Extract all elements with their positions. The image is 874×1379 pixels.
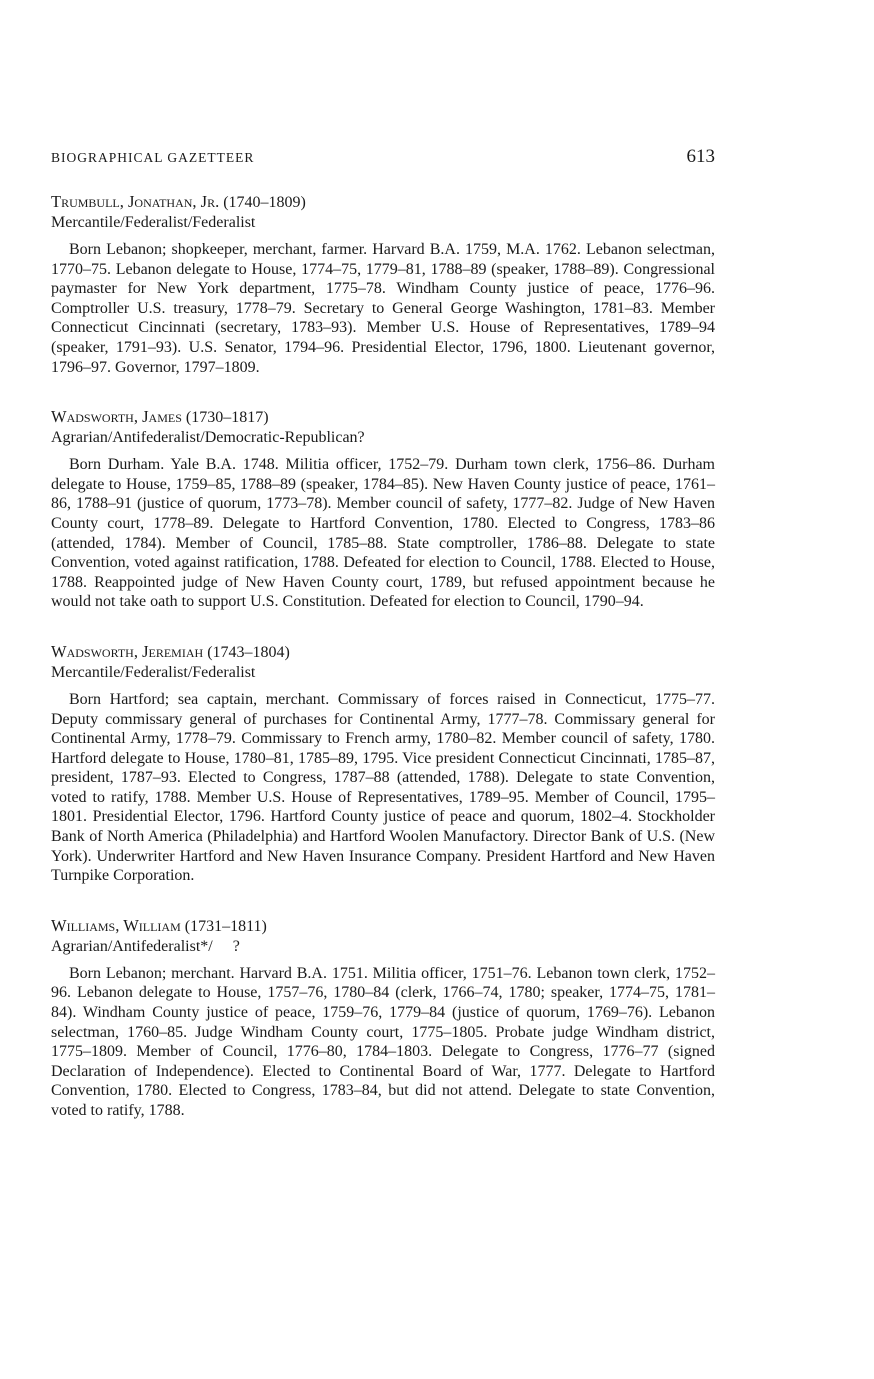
entry-dates: (1730–1817) <box>185 409 269 427</box>
entry-affiliation: Agrarian/Antifederalist*/ ? <box>51 937 240 955</box>
entry-body: Born Hartford; sea captain, merchant. Commissary of forces raised in Connecticut, 1775–77. Deputy commissary general of purchases for Continental Army, 1777–78. Commissary general for Continental Army, 1778–79. Commissary to French army, 1780–82. Member council of safety, 1780. Hartford delegate to House, 1780–81, 1785–89, 1795. Vice president Connecticut Cincinnati, 1785–87, president, 1787–93. Elected to Congress, 1787–88 (attended, 1788). Delegate to state Convention, voted to ratify, 1788. Member U.S. House of Representatives, 1789–95. Member of Council, 1795–1801. Presidential Elector, 1796. Hartford County justice of peace and quorum, 1802–4. Stockholder Bank of North America (Philadelphia) and Hartford Woolen Manufactory. Director Bank of U.S. (New York). Underwriter Hartford and New Haven Insurance Company. President Hartford and New Haven Turnpike Corporation. <box>51 690 715 885</box>
entry-body: Born Lebanon; shopkeeper, merchant, farmer. Harvard B.A. 1759, M.A. 1762. Lebanon selectman, 1770–75. Lebanon delegate to House, 1774–75, 1779–81, 1788–89 (speaker, 1788–89). Congressional paymaster for New York department, 1775–78. Windham County justice of peace, 1776–96. Comptroller U.S. treasury, 1778–79. Secretary to General George Washington, 1781–83. Member Connecticut Cincinnati (secretary, 1783–93). Member U.S. House of Representatives, 1789–94 (speaker, 1791–93). U.S. Senator, 1794–96. Presidential Elector, 1796, 1800. Lieutenant governor, 1796–97. Governor, 1797–1809. <box>51 241 715 376</box>
entry-affiliation: Agrarian/Antifederalist/Democratic-Republican? <box>51 429 365 447</box>
gazetteer-entries <box>51 192 715 1151</box>
running-title: BIOGRAPHICAL GAZETTEER <box>51 150 255 165</box>
entry-person-name: Trumbull, Jonathan, Jr. <box>51 192 220 211</box>
entry-heading <box>51 407 715 428</box>
biography-entry <box>51 916 715 1121</box>
entry-affiliation: Mercantile/Federalist/Federalist <box>51 663 256 681</box>
entry-heading <box>51 192 715 213</box>
entry-dates: (1743–1804) <box>207 643 290 661</box>
entry-heading <box>51 916 715 937</box>
entry-body: Born Durham. Yale B.A. 1748. Militia officer, 1752–79. Durham town clerk, 1756–86. Durham delegate to House, 1759–85, 1788–89 (speaker, 1784–85). New Haven County justice of peace, 1761–86, 1788–91 (justice of quorum, 1773–78). Member council of safety, 1777–82. Judge of New Haven County court, 1778–89. Delegate to Hartford Convention, 1780. Elected to Congress, 1783–86 (attended, 1784). Member of Council, 1785–88. State comptroller, 1786–88. Delegate to state Convention, voted against ratification, 1788. Defeated for election to Council, 1788. Elected to House, 1788. Reappointed judge of New Haven County court, 1789, but refused appointment because he would not take oath to support U.S. Constitution. Defeated for election to Council, 1790–94. <box>51 456 715 611</box>
entry-dates: (1740–1809) <box>223 194 306 211</box>
entry-dates: (1731–1811) <box>184 917 267 935</box>
entry-body: Born Lebanon; merchant. Harvard B.A. 1751. Militia officer, 1751–76. Lebanon town clerk, 1752–96. Lebanon delegate to House, 1757–76, 1780–84 (clerk, 1766–74, 1780; speaker, 1774–75, 1781–84). Windham County justice of peace, 1759–76, 1779–84 (justice of quorum, 1769–76). Lebanon selectman, 1760–85. Judge Windham County court, 1775–1805. Probate judge Windham district, 1775–1809. Member of Council, 1776–80, 1784–1803. Delegate to Congress, 1776–77 (signed Declaration of Independence). Elected to Continental Board of War, 1777. Delegate to Hartford Convention, 1780. Elected to Congress, 1783–84, but did not attend. Delegate to state Convention, voted to ratify, 1788. <box>51 964 715 1119</box>
entry-person-name: Wadsworth, Jeremiah <box>51 641 204 661</box>
biography-entry <box>51 642 715 886</box>
entry-heading <box>51 642 715 663</box>
entry-person-name: Williams, William <box>51 915 181 935</box>
page-number: 613 <box>686 146 715 167</box>
entry-affiliation: Mercantile/Federalist/Federalist <box>51 214 256 231</box>
biography-entry <box>51 192 715 377</box>
biography-entry <box>51 407 715 612</box>
running-header <box>51 146 715 172</box>
entry-person-name: Wadsworth, James <box>51 407 182 427</box>
